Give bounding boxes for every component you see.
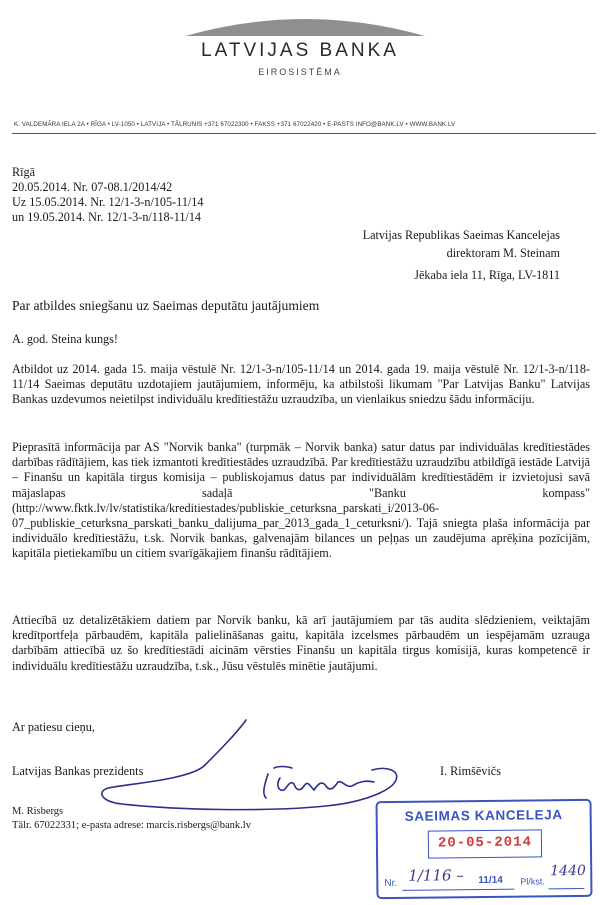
recipient-person: direktoram M. Steinam xyxy=(446,246,560,260)
reference-city: Rīgā xyxy=(12,165,36,179)
signatory-title: Latvijas Bankas prezidents xyxy=(12,764,144,778)
bank-logo-arc-icon xyxy=(180,8,430,38)
contact-name: M. Risbergs xyxy=(12,806,64,817)
stamp-pages-handwritten: 1440 xyxy=(550,862,586,880)
letter-subject: Par atbildes sniegšanu uz Saeimas deputātu jautājumiem xyxy=(12,298,320,313)
recipient-address: Jēkaba iela 11, Rīga, LV-1811 xyxy=(414,268,560,282)
letter-paragraph: Pieprasītā informācija par AS "Norvik banka" (turpmāk – Norvik banka) satur datus par individuālas kredītiestādes darbības rādītājiem, kas tiek izmantoti kredītiestādes uzraudzībā. Par kredītiestāžu uzraudzību atbildīgā iestāde Latvijā – Finanšu un kapitāla tirgus komisija – publiskojamus datus par individuālām kredītiestādēm ir izvietojusi savā mājaslapas sadaļā "Banku kompass" (http://www.fktk.lv/lv/statistika/kreditiestades/publiskie_ceturksna_parskati_i/2013-06-07_publiskie_ceturksna_parskati_banku_dalijuma_par_2013_gada_1_ceturksni/). Tajā sniegta plaša informācija par individuālo kredītiestāžu, t.sk. Norvik bankas, galvenajām bilances un peļņas un zaudējuma aprēķina pozīcijām, kapitāla pietiekamību un citiem svarīgākajiem finanšu rādītājiem. xyxy=(12,440,591,561)
reference-block xyxy=(12,165,203,225)
stamp-number-printed: 11/14 xyxy=(478,874,503,887)
stamp-number-handwritten: 1/116 – xyxy=(408,866,464,885)
bank-subtitle: EIROSISTĒMA xyxy=(258,67,342,77)
letter-salutation: A. god. Steina kungs! xyxy=(12,332,118,346)
reference-reply-to-1: Uz 15.05.2014. Nr. 12/1-3-n/105-11/14 xyxy=(12,195,204,209)
handwritten-signature xyxy=(96,714,406,824)
letterhead-address: K. VALDEMĀRA IELA 2A • RĪGA • LV-1050 • LATVIJA • TĀLRUNIS +371 67022300 • FAKSS +371 67022420 • E-PASTS INFO@BANK.LV • WWW.BANK.LV xyxy=(14,121,456,128)
recipient-org: Latvijas Republikas Saeimas Kancelejas xyxy=(362,228,560,242)
signatory-name: I. Rimšēvičs xyxy=(440,764,501,778)
letter-paragraph: Attiecībā uz detalizētākiem datiem par Norvik banku, kā arī jautājumiem par tās audita slēdzieniem, veiktajām kredītportfeļa pārbaudēm, kapitāla palielināšanas gaitu, kapitāla izcelsmes pārbaudēm un iespējamām uzraugа darbībām attiecībā uz šo kredītiestādi aicinām vērsties Finanšu un kapitāla tirgus komisijā, kuras kompetencē ir individuālu kredītiestāžu uzraudzība, t.sk., Jūsu vēstulēs minētie jautājumi. xyxy=(12,613,590,673)
recipient-block xyxy=(363,226,560,284)
letterhead-divider xyxy=(12,133,596,134)
contact-details: Tālr. 67022331; e-pasta adrese: marcis.risbergs@bank.lv xyxy=(12,820,251,831)
stamp-number-label: Nr. xyxy=(384,877,398,890)
stamp-date: 20-05-2014 xyxy=(428,829,542,858)
stamp-pages-label: Pl/kst. xyxy=(520,876,545,887)
letter-paragraph: Atbildot uz 2014. gada 15. maija vēstulē Nr. 12/1-3-n/105-11/14 un 2014. gada 19. maija vēstulē Nr. 12/1-3-n/118-11/14 Saeimas deputātu uzdotajiem jautājumiem, informēju, ka atbilstoši likumam "Par Latvijas Banku" Latvijas Bankas uzdevumos neietilpst individuālu kredītiestāžu uzraudzība, un vienlaikus sniedzu šādu informāciju. xyxy=(12,362,590,407)
bank-name: LATVIJAS BANKA xyxy=(201,40,399,61)
reference-reply-to-2: un 19.05.2014. Nr. 12/1-3-n/118-11/14 xyxy=(12,210,202,224)
stamp-number-underline xyxy=(402,889,514,891)
reference-number: 20.05.2014. Nr. 07-08.1/2014/42 xyxy=(12,180,173,194)
stamp-title: SAEIMAS KANCELEJA xyxy=(404,807,563,824)
letter-closing: Ar patiesu cieņu, xyxy=(12,720,95,734)
stamp-pages-underline xyxy=(548,888,584,889)
registration-stamp xyxy=(375,799,592,899)
